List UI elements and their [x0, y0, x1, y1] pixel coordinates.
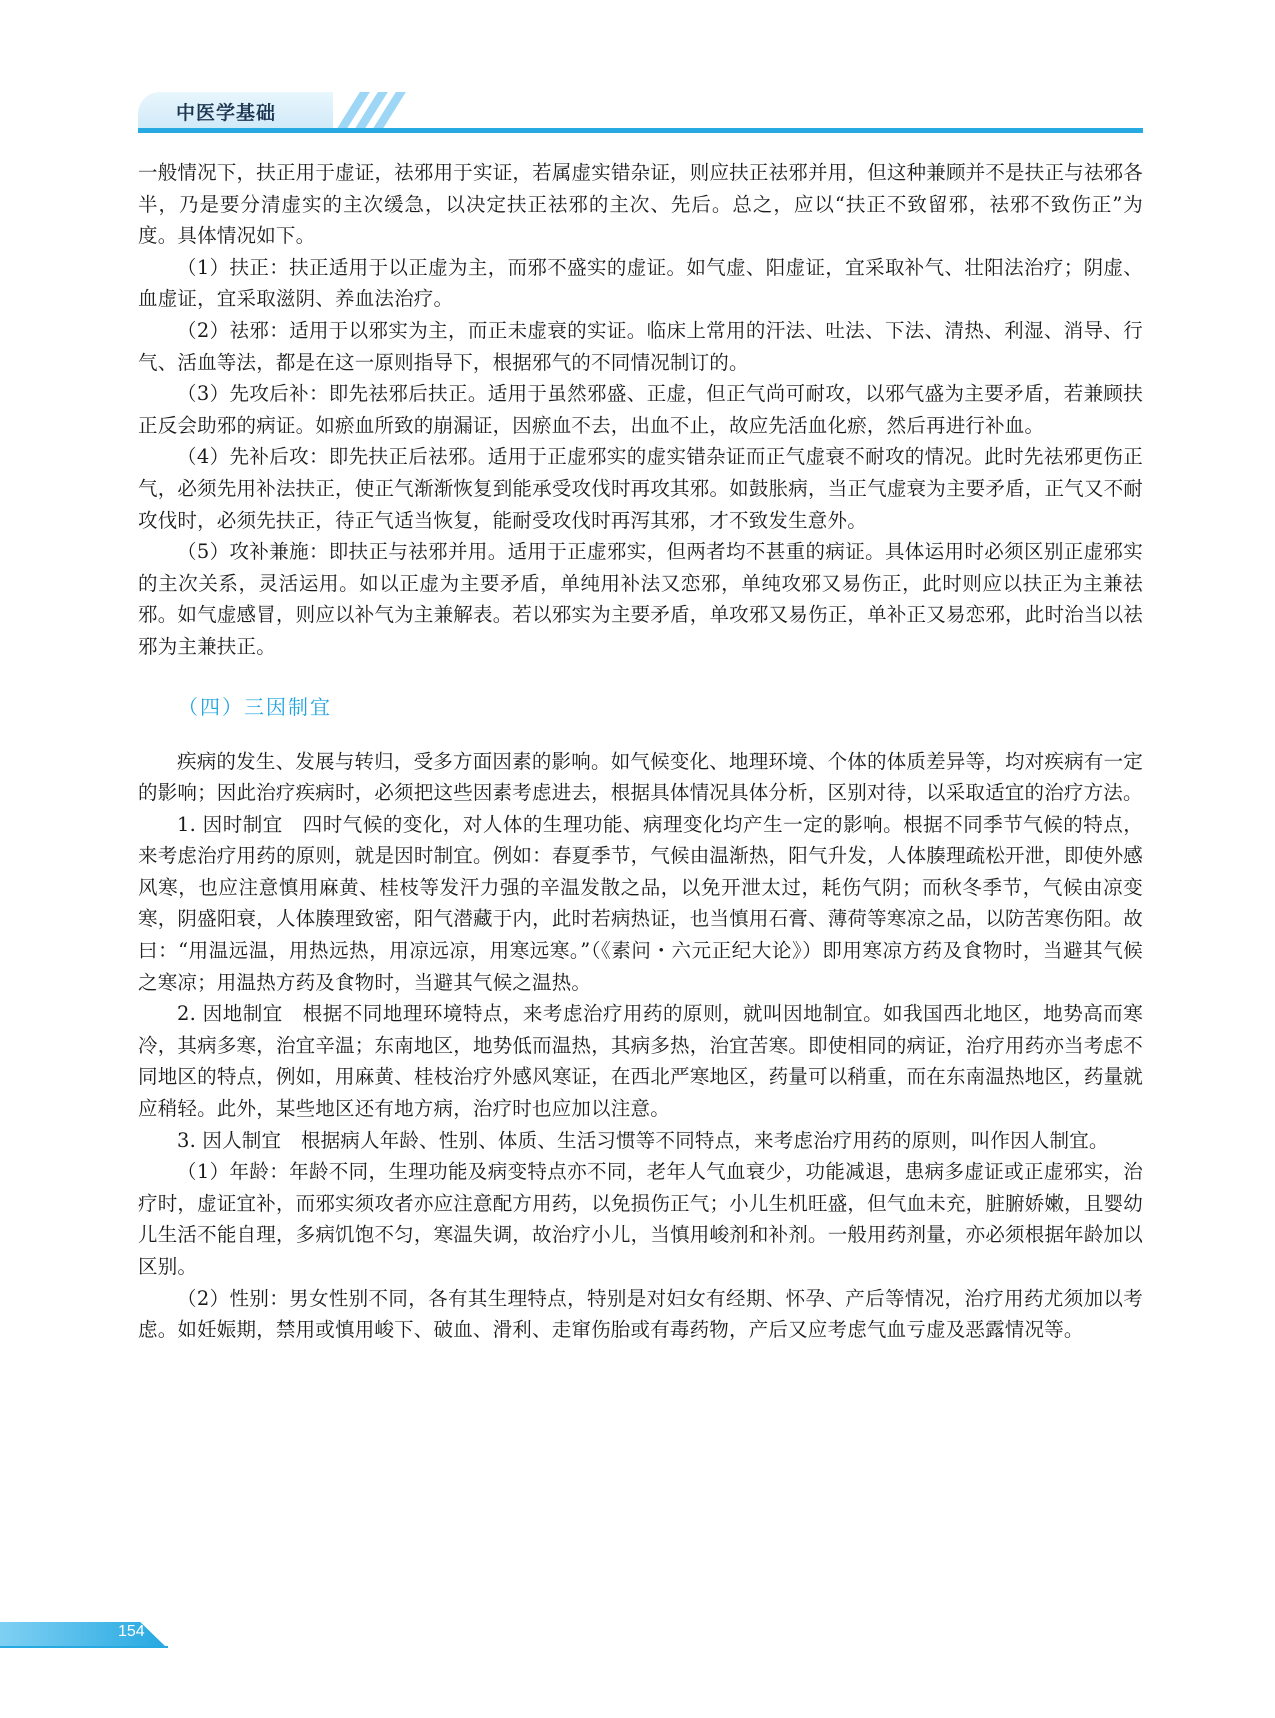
page-body — [138, 157, 1143, 1346]
body-paragraph: （1）扶正：扶正适用于以正虚为主，而邪不盛实的虚证。如气虚、阳虚证，宜采取补气、壮阳法治疗；阴虚、血虚证，宜采取滋阴、养血法治疗。 — [138, 255, 1143, 311]
body-paragraph: （5）攻补兼施：即扶正与祛邪并用。适用于正虚邪实，但两者均不甚重的病证。具体运用时必须区别正虚邪实的主次关系，灵活运用。如以正虚为主要矛盾，单纯用补法又恋邪，单纯攻邪又易伤正，此时则应以扶正为主兼祛邪。如气虚感冒，则应以补气为主兼解表。若以邪实为主要矛盾，单攻邪又易伤正，单补正又易恋邪，此时治当以祛邪为主兼扶正。 — [138, 540, 1143, 658]
section-heading: （四）三因制宜 — [178, 694, 332, 719]
book-title: 中医学基础 — [176, 102, 277, 124]
header-rule — [138, 128, 1143, 133]
body-paragraph: 1. 因时制宜 四时气候的变化，对人体的生理功能、病理变化均产生一定的影响。根据不同季节气候的特点，来考虑治疗用药的原则，就是因时制宜。例如：春夏季节，气候由温渐热，阳气升发，人体腠理疏松开泄，即使外感风寒，也应注意慎用麻黄、桂枝等发汗力强的辛温发散之品，以免开泄太过，耗伤气阴；而秋冬季节，气候由凉变寒，阴盛阳衰，人体腠理致密，阳气潜藏于内，此时若病热证，也当慎用石膏、薄荷等寒凉之品，以防苦寒伤阳。故曰：“用温远温，用热远热，用凉远凉，用寒远寒。”（《素问・六元正纪大论》）即用寒凉方药及食物时，当避其气候之寒凉；用温热方药及食物时，当避其气候之温热。 — [138, 812, 1143, 994]
body-paragraph: 3. 因人制宜 根据病人年龄、性别、体质、生活习惯等不同特点，来考虑治疗用药的原则，叫作因人制宜。 — [177, 1128, 1109, 1152]
body-paragraph: 2. 因地制宜 根据不同地理环境特点，来考虑治疗用药的原则，就叫因地制宜。如我国西北地区，地势高而寒冷，其病多寒，治宜辛温；东南地区，地势低而温热，其病多热，治宜苦寒。即使相同的病证，治疗用药亦当考虑不同地区的特点，例如，用麻黄、桂枝治疗外感风寒证，在西北严寒地区，药量可以稍重，而在东南温热地区，药量就应稍轻。此外，某些地区还有地方病，治疗时也应加以注意。 — [138, 1002, 1143, 1121]
body-paragraph: 一般情况下，扶正用于虚证，祛邪用于实证，若属虚实错杂证，则应扶正祛邪并用，但这种兼顾并不是扶正与祛邪各半，乃是要分清虚实的主次缓急，以决定扶正祛邪的主次、先后。总之，应以“扶正不致留邪，祛邪不致伤正”为度。具体情况如下。 — [138, 161, 1143, 248]
running-header — [0, 90, 1275, 136]
footer-rule — [0, 1646, 168, 1648]
body-paragraph: （4）先补后攻：即先扶正后祛邪。适用于正虚邪实的虚实错杂证而正气虚衰不耐攻的情况。此时先祛邪更伤正气，必须先用补法扶正，使正气渐渐恢复到能承受攻伐时再攻其邪。如鼓胀病，当正气虚衰为主要矛盾，正气又不耐攻伐时，必须先扶正，待正气适当恢复，能耐受攻伐时再泻其邪，才不致发生意外。 — [138, 445, 1143, 532]
body-paragraph: （3）先攻后补：即先祛邪后扶正。适用于虽然邪盛、正虚，但正气尚可耐攻，以邪气盛为主要矛盾，若兼顾扶正反会助邪的病证。如瘀血所致的崩漏证，因瘀血不去，出血不止，故应先活血化瘀，然后再进行补血。 — [138, 382, 1143, 437]
body-paragraph: （1）年龄：年龄不同，生理功能及病变特点亦不同，老年人气血衰少，功能减退，患病多虚证或正虚邪实，治疗时，虚证宜补，而邪实须攻者亦应注意配方用药，以免损伤正气；小儿生机旺盛，但气血未充，脏腑娇嫩，且婴幼儿生活不能自理，多病饥饱不匀，寒温失调，故治疗小儿，当慎用峻剂和补剂。一般用药剂量，亦必须根据年龄加以区别。 — [138, 1160, 1143, 1278]
body-paragraph: （2）性别：男女性别不同，各有其生理特点，特别是对妇女有经期、怀孕、产后等情况，治疗用药尤须加以考虑。如妊娠期，禁用或慎用峻下、破血、滑利、走窜伤胎或有毒药物，产后又应考虑气血亏虚及恶露情况等。 — [138, 1286, 1143, 1342]
page-number: 154 — [118, 1623, 145, 1640]
body-paragraph: （2）祛邪：适用于以邪实为主，而正未虚衰的实证。临床上常用的汗法、吐法、下法、清热、利湿、消导、行气、活血等法，都是在这一原则指导下，根据邪气的不同情况制订的。 — [138, 318, 1143, 374]
body-paragraph: 疾病的发生、发展与转归，受多方面因素的影响。如气候变化、地理环境、个体的体质差异等，均对疾病有一定的影响；因此治疗疾病时，必须把这些因素考虑进去，根据具体情况具体分析，区别对待，以采取适宜的治疗方法。 — [138, 749, 1143, 805]
